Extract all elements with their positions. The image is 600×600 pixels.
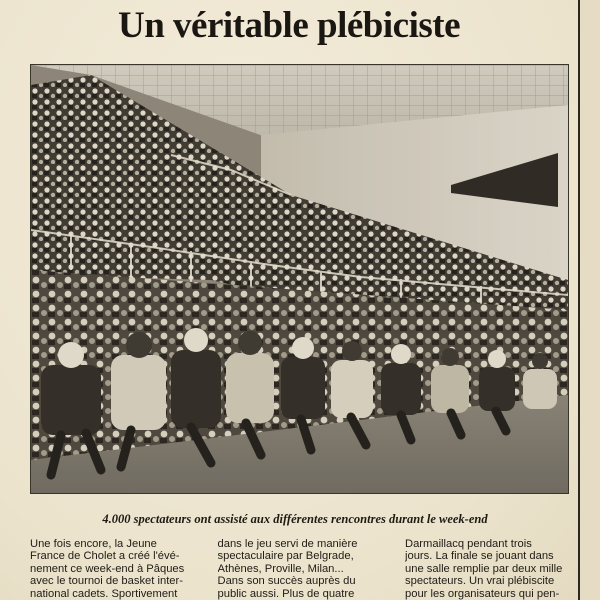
text-line: dans le jeu servi de manière: [217, 538, 358, 550]
text-line: avec le tournoi de basket inter-: [30, 575, 183, 588]
text-line: une salle remplie par deux mille: [405, 562, 563, 575]
text-line: jours. La finale se jouant dans: [405, 550, 554, 563]
text-line: nement ce week-end à Pâques: [30, 562, 185, 575]
text-line: Athènes, Proville, Milan...: [217, 562, 344, 575]
arena-crowd-photo: [30, 64, 569, 494]
article-column-1: [30, 538, 200, 600]
article-body: [30, 538, 575, 600]
text-line: Une fois encore, la Jeune: [30, 538, 157, 550]
text-line: national cadets. Sportivement: [30, 587, 178, 600]
text-line: France de Cholet a créé l'évé-: [30, 550, 180, 563]
article-column-2: [218, 538, 388, 600]
article-column-3: [405, 538, 575, 600]
text-line: public aussi. Plus de quatre: [217, 587, 355, 600]
column-rule: [578, 0, 580, 600]
text-line: spectateurs. Un vrai plébiscite: [405, 575, 555, 588]
adjacent-page-edge: [580, 0, 600, 600]
text-line: Dans son succès auprès du: [217, 575, 356, 588]
text-line: spectaculaire par Belgrade,: [217, 550, 354, 563]
arena-crowd-illustration: [31, 65, 568, 493]
headline: Un véritable plébiciste: [117, 5, 460, 46]
text-line: Darmaillacq pendant trois: [405, 538, 532, 550]
photo-caption: 4.000 spectateurs ont assisté aux différentes rencontres durant le week-end: [102, 512, 488, 526]
text-line: pour les organisateurs qui pen-: [405, 587, 560, 600]
